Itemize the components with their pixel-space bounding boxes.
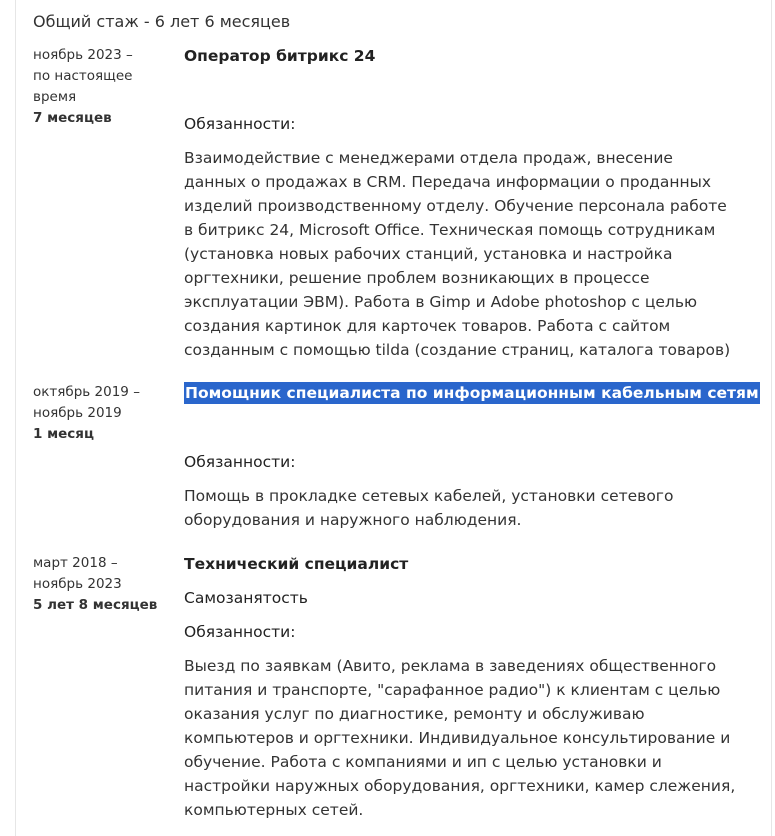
description-line: оказания услуг по диагностике, ремонту и обслуживаю <box>184 705 645 723</box>
job-dates <box>33 553 173 616</box>
job-content <box>184 382 759 529</box>
responsibilities-label: Обязанности: <box>184 623 296 641</box>
responsibilities-label: Обязанности: <box>184 453 296 471</box>
date-line: время <box>33 89 77 105</box>
description-line: питания и транспорте, "сарафанное радио") к клиентам с целью <box>184 681 721 699</box>
total-experience: Общий стаж - 6 лет 6 месяцев <box>33 12 291 31</box>
description-line: Помощь в прокладке сетевых кабелей, установки сетевого <box>184 487 674 505</box>
description-line: данных о продажах в CRM. Передача информации о проданных <box>184 173 712 191</box>
description-line: обучение. Работа с компаниями и ип с целью установки и <box>184 753 662 771</box>
job-dates <box>33 382 173 445</box>
description-line: оргтехники, решение проблем возникающих в процессе <box>184 269 650 287</box>
description-line: изделий производственному отделу. Обучение персонала работе <box>184 197 727 215</box>
job-description <box>184 146 749 362</box>
description-line: в битрикс 24, Microsoft Office. Техническая помощь сотрудникам <box>184 221 716 239</box>
description-line: Выезд по заявкам (Авито, реклама в заведениях общественного <box>184 657 717 675</box>
date-line: март 2018 – <box>33 555 118 571</box>
job-duration: 5 лет 8 месяцев <box>33 597 158 613</box>
description-line: компьютеров и оргтехники. Индивидуальное консультирование и <box>184 729 731 747</box>
job-title: Оператор битрикс 24 <box>184 47 376 65</box>
job-description <box>184 654 749 822</box>
job-content <box>184 45 754 359</box>
job-title-selected[interactable]: Помощник специалиста по информационным кабельным сетям <box>185 384 759 402</box>
job-duration: 1 месяц <box>33 426 94 442</box>
company-name: Самозанятость <box>184 589 308 607</box>
job-duration: 7 месяцев <box>33 110 112 126</box>
date-line: октябрь 2019 – <box>33 384 140 400</box>
job-title: Технический специалист <box>184 555 409 573</box>
date-line: ноябрь 2019 <box>33 405 122 421</box>
job-content <box>184 553 754 819</box>
job-description <box>184 484 749 532</box>
date-line: по настоящее <box>33 68 133 84</box>
description-line: созданным с помощью tilda (создание страниц, каталога товаров) <box>184 341 731 359</box>
date-line: ноябрь 2023 – <box>33 47 133 63</box>
description-line: Взаимодействие с менеджерами отдела продаж, внесение <box>184 149 673 167</box>
description-line: создания картинок для карточек товаров. Работа с сайтом <box>184 317 671 335</box>
description-line: оборудования и наружного наблюдения. <box>184 511 522 529</box>
description-line: компьютерных сетей. <box>184 801 364 819</box>
description-line: (установка новых рабочих станций, установка и настройка <box>184 245 673 263</box>
responsibilities-label: Обязанности: <box>184 115 296 133</box>
description-line: настройки наружных оборудования, оргтехники, камер слежения, <box>184 777 736 795</box>
date-line: ноябрь 2023 <box>33 576 122 592</box>
job-dates <box>33 45 173 129</box>
description-line: эксплуатации ЭВМ). Работа в Gimp и Adobe photoshop с целью <box>184 293 698 311</box>
